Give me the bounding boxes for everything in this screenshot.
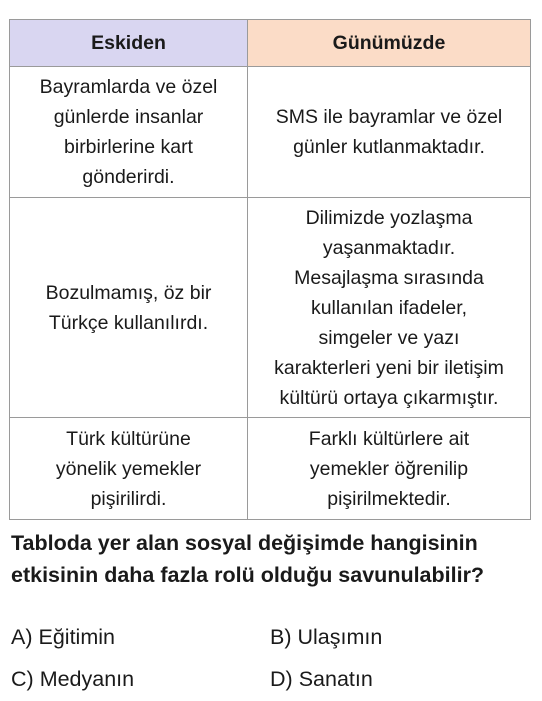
option-letter: C) xyxy=(11,667,34,691)
table-row xyxy=(10,418,531,520)
cell-line: Bayramlarda ve özel xyxy=(39,76,218,98)
cell-line: yönelik yemekler xyxy=(55,457,202,480)
table-row xyxy=(10,67,531,198)
header-gunumuzde: Günümüzde xyxy=(248,20,531,67)
comparison-table xyxy=(9,19,531,520)
cell-line: Mesajlaşma sırasında xyxy=(294,266,484,289)
option-text: Sanatın xyxy=(298,667,373,691)
cell-past xyxy=(10,418,248,520)
option-d[interactable] xyxy=(270,665,373,693)
cell-line: Farklı kültürlere ait xyxy=(308,427,470,450)
option-a[interactable] xyxy=(11,623,115,651)
cell-line: yaşanmaktadır. xyxy=(322,236,456,259)
option-letter: A) xyxy=(11,625,33,649)
cell-line: gönderirdi. xyxy=(82,166,175,188)
cell-line: karakterleri yeni bir iletişim xyxy=(274,356,504,379)
cell-past xyxy=(10,67,248,198)
cell-line: pişirilmektedir. xyxy=(327,487,451,510)
option-b[interactable] xyxy=(270,623,382,651)
cell-present xyxy=(248,67,531,198)
option-text: Ulaşımın xyxy=(297,625,383,649)
question-line: Tabloda yer alan sosyal değişimde hangisinin xyxy=(11,531,478,555)
option-text: Eğitimin xyxy=(38,625,115,649)
cell-line: Bozulmamış, öz bir xyxy=(45,281,212,304)
cell-line: SMS ile bayramlar ve özel xyxy=(275,106,503,128)
cell-line: kullanılan ifadeler, xyxy=(310,296,468,319)
cell-line: yemekler öğrenilip xyxy=(309,457,469,480)
option-c[interactable] xyxy=(11,665,134,693)
cell-past xyxy=(10,198,248,418)
cell-line: kültürü ortaya çıkarmıştır. xyxy=(279,386,499,409)
cell-line: günlerde insanlar xyxy=(53,106,204,128)
question-line: etkisinin daha fazla rolü olduğu savunulabilir? xyxy=(11,563,485,587)
cell-line: Türkçe kullanılırdı. xyxy=(48,311,209,334)
option-letter: D) xyxy=(270,667,293,691)
cell-line: simgeler ve yazı xyxy=(318,326,460,349)
option-text: Medyanın xyxy=(39,667,135,691)
cell-present xyxy=(248,198,531,418)
cell-line: birbirlerine kart xyxy=(64,136,193,158)
cell-line: günler kutlanmaktadır. xyxy=(293,136,485,158)
cell-line: pişirilirdi. xyxy=(90,487,167,510)
cell-present xyxy=(248,418,531,520)
question-text xyxy=(11,527,536,591)
header-eskiden: Eskiden xyxy=(10,20,248,67)
cell-line: Dilimizde yozlaşma xyxy=(305,206,473,229)
cell-line: Türk kültürüne xyxy=(66,427,191,450)
table-row xyxy=(10,198,531,418)
option-letter: B) xyxy=(270,625,292,649)
table-header-row xyxy=(10,20,531,67)
